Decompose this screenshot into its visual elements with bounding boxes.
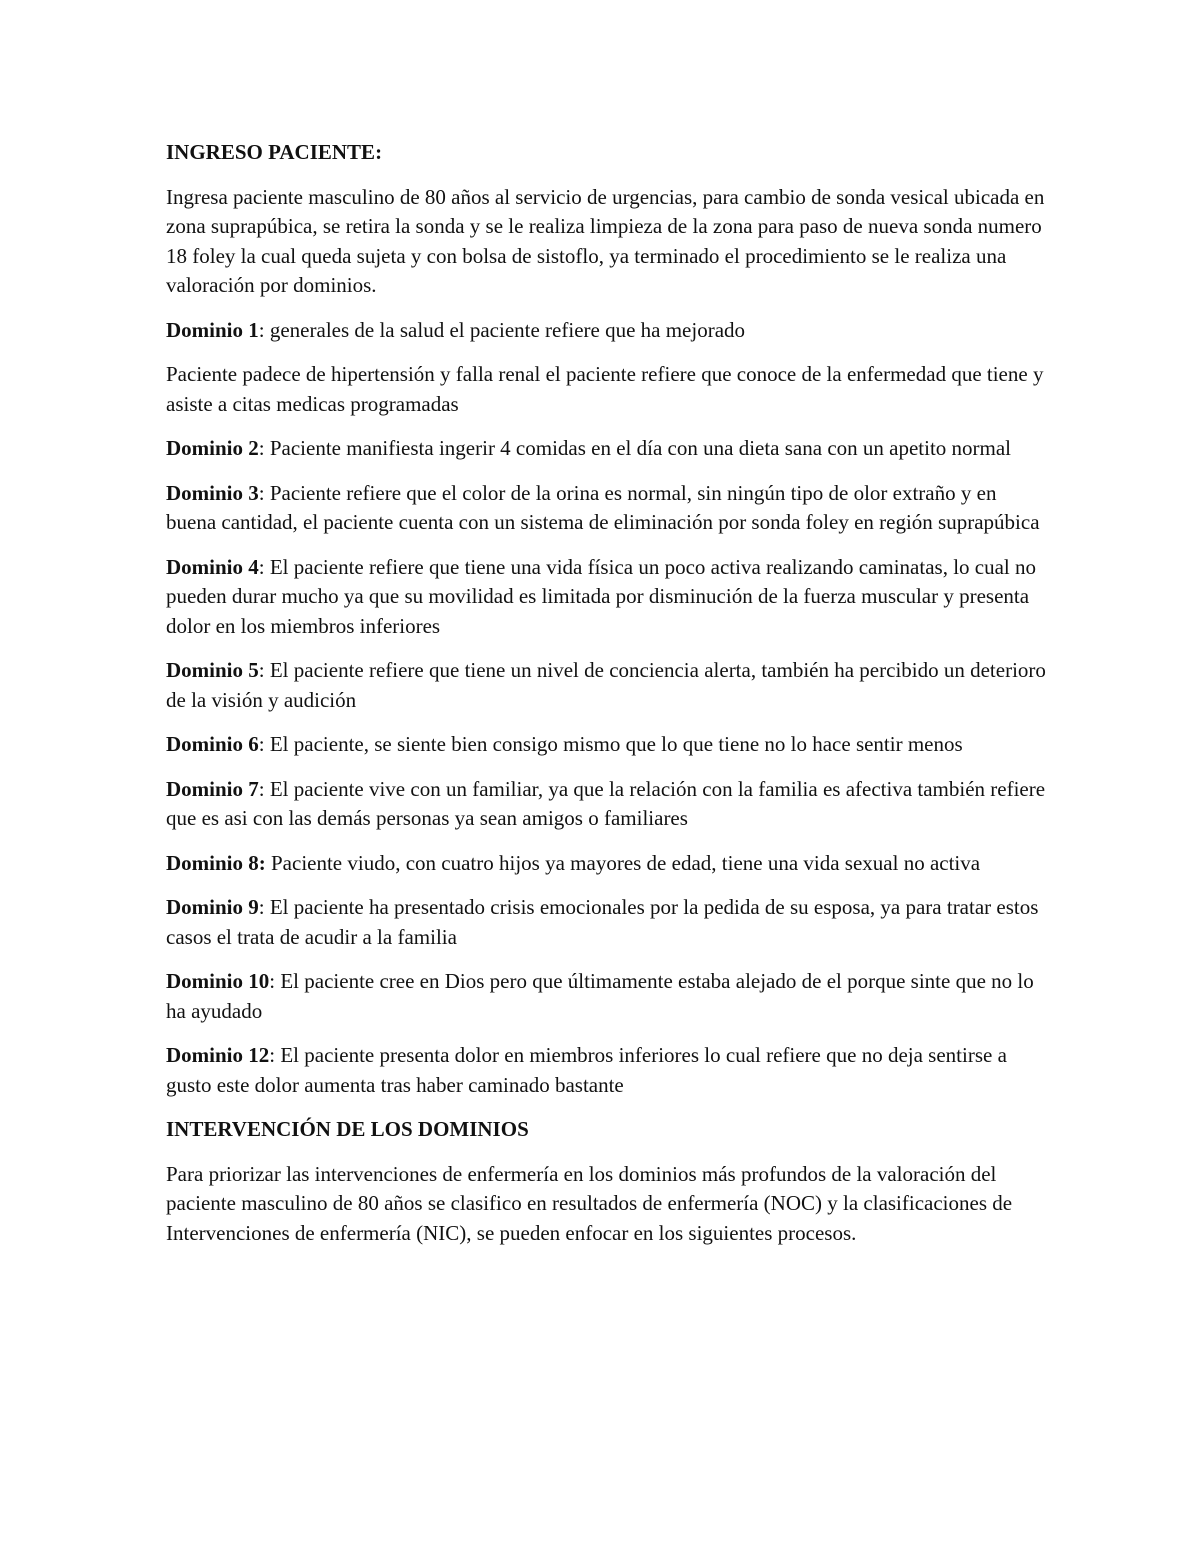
domain-label: Dominio 7 <box>166 776 259 801</box>
domain-text: Paciente refiere que el color de la orina es normal, sin ningún tipo de olor extraño y en buena cantidad, el paciente cuenta con un sistema de eliminación por sonda foley en región suprapúbica <box>166 480 1040 534</box>
domain-label: Dominio 5 <box>166 658 259 682</box>
domain-paragraph <box>166 893 1046 952</box>
domain-paragraph <box>166 479 1046 538</box>
domain-text: El paciente presenta dolor en miembros inferiores lo cual refiere que no deja sentirse a gusto este dolor aumenta tras haber caminado bastante <box>166 1043 1007 1097</box>
domain-separator: : <box>258 658 265 682</box>
domain-label: Dominio 8: <box>166 850 266 875</box>
domain-separator: : <box>258 732 265 756</box>
domain-text: El paciente refiere que tiene una vida física un poco activa realizando caminatas, lo cual no pueden durar mucho ya que su movilidad es limitada por disminución de la fuerza muscular y presenta dolor en los miembros inferiores <box>166 554 1037 638</box>
domain-text: Paciente manifiesta ingerir 4 comidas en el día con una dieta sana con un apetito normal <box>264 436 1012 460</box>
intro-paragraph: Ingresa paciente masculino de 80 años al servicio de urgencias, para cambio de sonda vesical ubicada en zona suprapúbica, se retira la sonda y se le realiza limpieza de la zona para paso de nueva sonda numero 18 foley la cual queda sujeta y con bolsa de sistoflo, ya terminado el procedimiento se le realiza una valoración por dominios. <box>166 184 1045 297</box>
domain-label: Dominio 1 <box>166 317 259 342</box>
domain-label: Dominio 4 <box>166 554 259 579</box>
domain-text: El paciente ha presentado crisis emocionales por la pedida de su esposa, ya para tratar estos casos el trata de acudir a la familia <box>166 895 1039 949</box>
domain-separator: : <box>258 554 265 579</box>
domain-separator: : <box>258 317 265 342</box>
domain-label: Dominio 3 <box>166 480 259 505</box>
domain-separator: : <box>269 1043 276 1067</box>
domain-paragraph <box>166 730 1046 760</box>
domain-text: El paciente, se siente bien consigo mismo que lo que tiene no lo hace sentir menos <box>264 732 963 756</box>
domain-separator: : <box>258 776 265 801</box>
domain-label: Dominio 2 <box>166 436 259 460</box>
domain-paragraph <box>166 775 1046 834</box>
domain-label: Dominio 6 <box>166 732 259 756</box>
domain-text: generales de la salud el paciente refiere que ha mejorado <box>264 317 746 342</box>
section-heading: INTERVENCIÓN DE LOS DOMINIOS <box>166 1117 529 1141</box>
domain-label: Dominio 9 <box>166 895 259 919</box>
domain-text: El paciente refiere que tiene un nivel de conciencia alerta, también ha percibido un deterioro de la visión y audición <box>166 658 1046 712</box>
domain-paragraph <box>166 1041 1046 1100</box>
domain-separator: : <box>269 969 276 993</box>
domain-paragraph <box>166 656 1046 715</box>
domain-paragraph <box>166 849 1046 879</box>
domain-paragraph <box>166 967 1046 1026</box>
domain-paragraph <box>166 553 1046 642</box>
domain-separator: : <box>258 436 265 460</box>
domain-text: El paciente cree en Dios pero que últimamente estaba alejado de el porque sinte que no lo ha ayudado <box>166 969 1034 1023</box>
domain-separator: : <box>258 895 265 919</box>
domain-text: Paciente viudo, con cuatro hijos ya mayores de edad, tiene una vida sexual no activa <box>265 850 981 875</box>
domain-label: Dominio 12 <box>166 1043 270 1067</box>
domain-paragraph <box>166 434 1046 464</box>
domain-text: Paciente padece de hipertensión y falla renal el paciente refiere que conoce de la enfermedad que tiene y asiste a citas medicas programadas <box>166 362 1044 416</box>
domain-paragraph <box>166 316 1046 346</box>
domain-label: Dominio 10 <box>166 969 270 993</box>
closing-paragraph: Para priorizar las intervenciones de enfermería en los dominios más profundos de la valoración del paciente masculino de 80 años se clasifico en resultados de enfermería (NOC) y la clasificaciones de Intervenciones de enfermería (NIC), se pueden enfocar en los siguientes procesos. <box>166 1161 1013 1245</box>
document-body <box>166 138 1046 1263</box>
domain-separator: : <box>258 480 265 505</box>
document-title: INGRESO PACIENTE: <box>166 140 383 164</box>
domain-paragraph <box>166 360 1046 419</box>
domain-text: El paciente vive con un familiar, ya que la relación con la familia es afectiva también refiere que es asi con las demás personas ya sean amigos o familiares <box>166 776 1046 830</box>
